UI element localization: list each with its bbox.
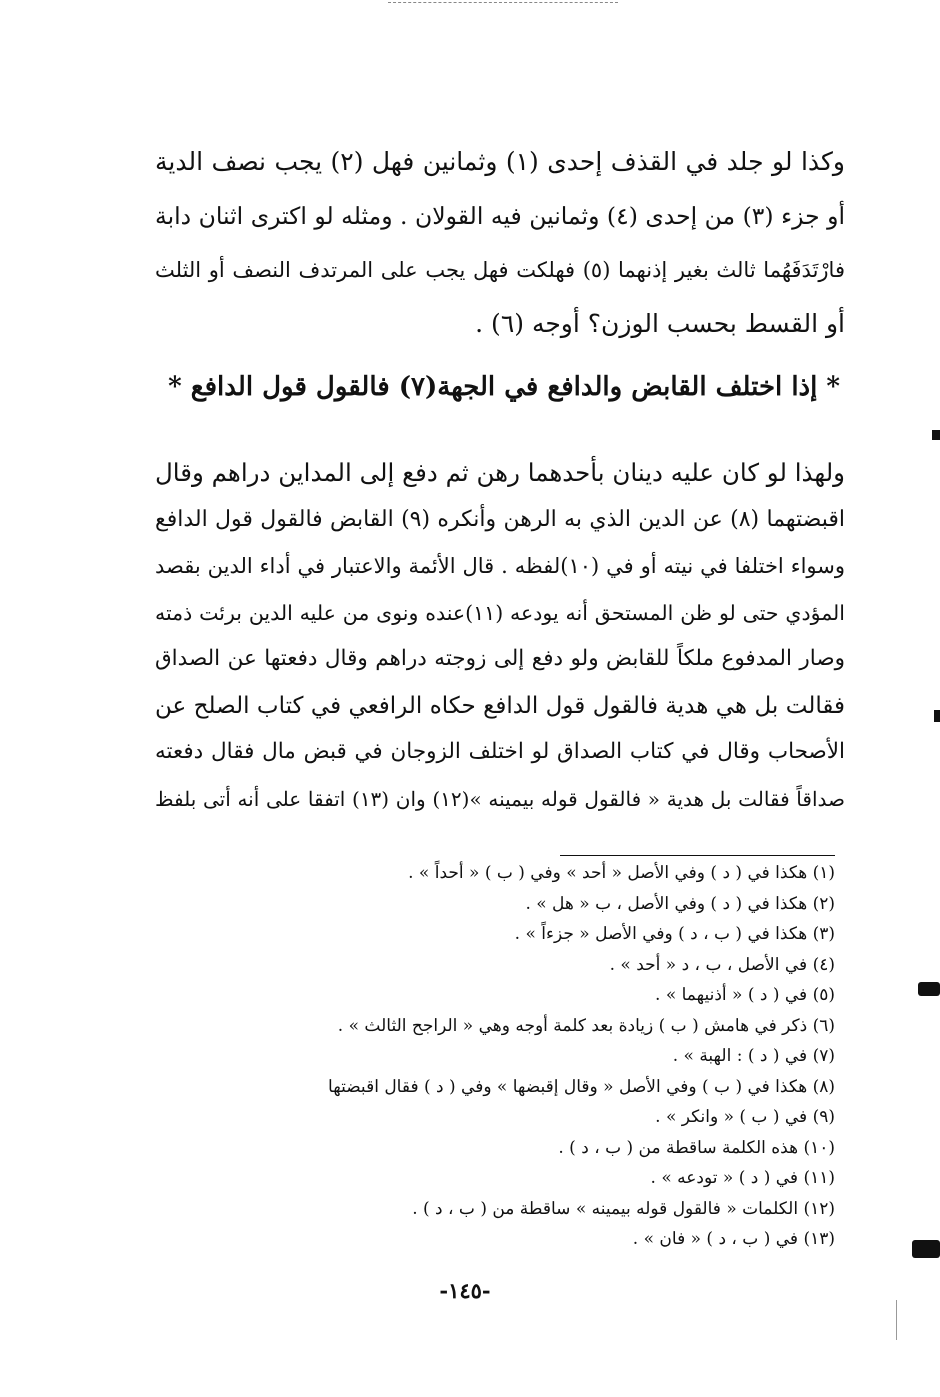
page-number: -١٤٥- [439, 1278, 491, 1303]
scan-edge-mark [934, 710, 940, 722]
text-line: المؤدي حتى لو ظن المستحق أنه يودعه (١١)عنده ونوى من عليه الدين برئت ذمته [155, 600, 845, 625]
footnote: (٤) في الأصل ، ب ، د « أحد » . [609, 954, 835, 975]
section-heading: * إذا اختلف القابض والدافع في الجهة(٧) فالقول قول الدافع * [168, 372, 840, 402]
footnote: (٥) في ( د ) « أذنيهما » . [655, 985, 835, 1005]
text-line: وكذا لو جلد في القذف إحدى (١) وثمانين فهل (٢) يجب نصف الدية [155, 147, 845, 176]
scan-edge-mark [896, 1300, 897, 1340]
text-line: صداقاً فقالت بل هدية « فالقول قوله بيمينه »(١٢) وان (١٣) اتفقا على أنه أتى بلفظ [155, 786, 845, 811]
footnote: (٨) هكذا في ( ب ) وفي الأصل « وقال إقبضها » وفي ( د ) فقال اقبضتها [328, 1076, 835, 1097]
footnote: (٦) ذكر في هامش ( ب ) زيادة بعد كلمة أوجه وهي « الراجح الثالث » . [337, 1015, 835, 1036]
text-line: فقالت بل هي هدية فالقول قول الدافع حكاه الرافعي في كتاب الصلح عن [155, 692, 845, 719]
footnote: (١٣) في ( ب ، د ) « فان » . [632, 1229, 835, 1249]
footnotes [300, 858, 835, 1255]
text-line: أو القسط بحسب الوزن؟ أوجه (٦) . [475, 309, 845, 338]
footnote: (٣) هكذا في ( ب ، د ) وفي الأصل « جزءاً » . [514, 924, 835, 944]
text-line: وصار المدفوع ملكاً للقابض ولو دفع إلى زوجته دراهم وقال دفعتها عن الصداق [155, 646, 845, 671]
text-line: ولهذا لو كان عليه دينان بأحدهما رهن ثم دفع إلى المداين دراهم وقال [155, 458, 845, 487]
footnote: (٢) هكذا في ( د ) وفي الأصل ، ب « هل » . [525, 893, 835, 914]
footnote: (٧) في ( د ) : الهبة » . [672, 1046, 835, 1066]
text-line: وسواء اختلفا في نيته أو في (١٠)لفظه . قال الأئمة والاعتبار في أداء الدين بقصد [155, 554, 845, 578]
paragraph-1 [155, 135, 845, 351]
top-scan-line [388, 2, 618, 3]
paragraph-2 [155, 450, 845, 822]
scan-edge-mark [932, 430, 940, 440]
footnote: (١٢) الكلمات « فالقول قوله بيمينه » ساقطة من ( ب ، د ) . [412, 1198, 835, 1219]
text-line: فارْتَدَفَهُما ثالث بغير إذنهما (٥) فهلكت فهل يجب على المرتدف النصف أو الثلث [155, 258, 845, 282]
scan-edge-mark [918, 982, 940, 996]
footnote: (١) هكذا في ( د ) وفي الأصل « أحد » وفي ( ب ) « أحداً » . [408, 863, 835, 883]
footnote-divider [560, 855, 835, 856]
text-line: أو جزء (٣) من إحدى (٤) وثمانين فيه القولان . ومثله لو اكترى اثنان دابة [155, 202, 845, 230]
text-line: اقبضتهما (٨) عن الدين الذي به الرهن وأنكره (٩) القابض فالقول قول الدافع [155, 506, 845, 532]
text-line: الأصحاب وقال في كتاب الصداق لو اختلف الزوجان في قبض مال فقال دفعته [155, 739, 845, 764]
footnote: (٩) في ( ب ) « وانكر » . [655, 1107, 835, 1127]
footnote: (١٠) هذه الكلمة ساقطة من ( ب ، د ) . [558, 1137, 835, 1158]
scan-edge-mark [912, 1240, 940, 1258]
footnote: (١١) في ( د ) « تودعه » . [650, 1168, 835, 1188]
